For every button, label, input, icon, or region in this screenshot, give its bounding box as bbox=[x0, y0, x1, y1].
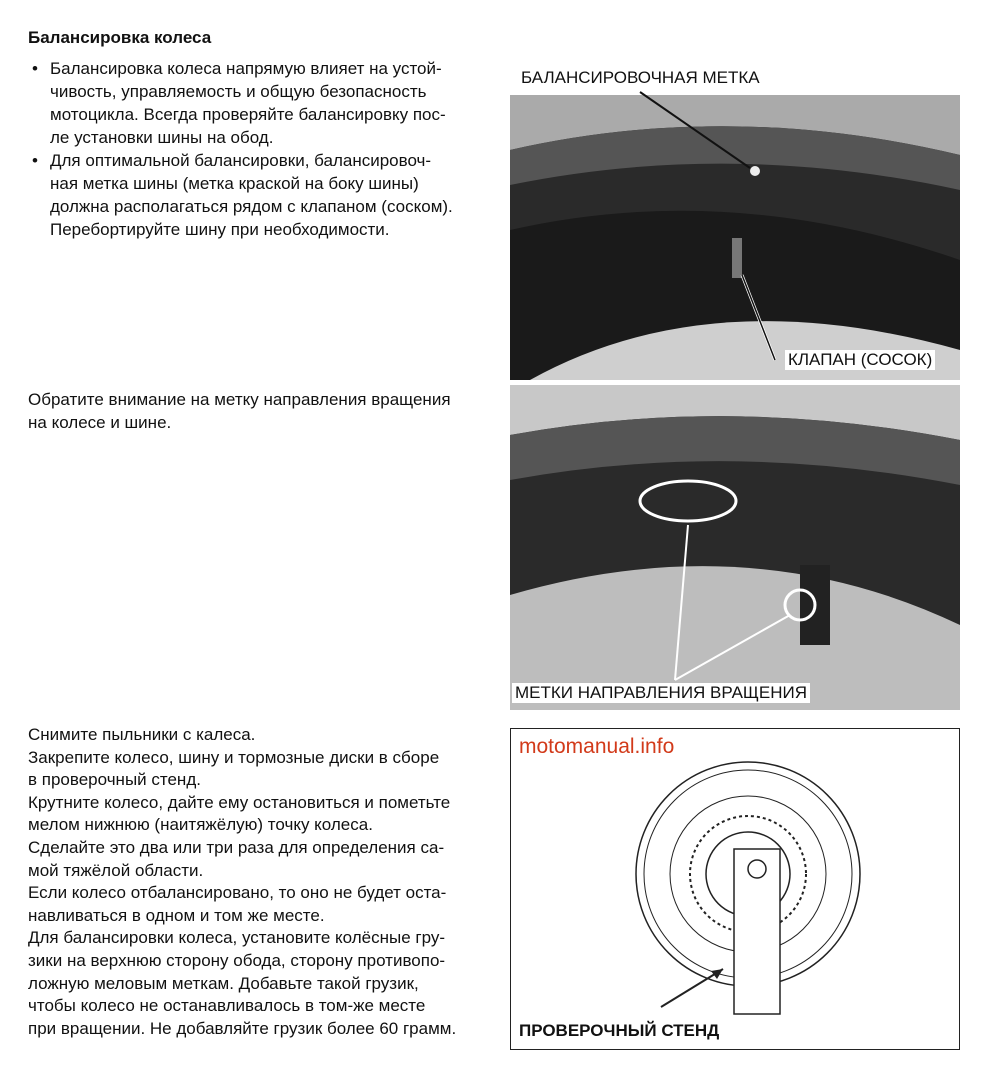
text-line: Если колесо отбалансировано, то оно не будет оста- bbox=[28, 883, 447, 903]
text-line: Балансировка колеса напрямую влияет на устой- bbox=[50, 59, 442, 78]
text-line: на колесе и шине. bbox=[28, 413, 172, 432]
text-line: ложную меловым меткам. Добавьте такой грузик, bbox=[28, 973, 419, 993]
valve-label: КЛАПАН (СОСОК) bbox=[785, 350, 935, 370]
text-line: при вращении. Не добавляйте грузик более 60 грамм. bbox=[28, 1018, 457, 1038]
balance-mark-photo bbox=[510, 60, 960, 380]
text-line: ле установки шины на обод. bbox=[50, 128, 274, 147]
stand-label: ПРОВЕРОЧНЫЙ СТЕНД bbox=[519, 1021, 720, 1040]
text-line: Закрепите колесо, шину и тормозные диски в сборе bbox=[28, 747, 440, 767]
text-line: в проверочный стенд. bbox=[28, 770, 201, 790]
text-line: мелом нижнюю (наитяжёлую) точку колеса. bbox=[28, 815, 373, 835]
text-line: Снимите пыльники с калеса. bbox=[28, 725, 256, 744]
text-line: зики на верхнюю сторону обода, сторону противопо- bbox=[28, 950, 446, 970]
text-line: Для балансировки колеса, установите колёсные гру- bbox=[28, 928, 445, 948]
text-line: чивость, управляемость и общую безопасность bbox=[50, 82, 427, 101]
text-line: чтобы колесо не останавливалось в том-же месте bbox=[28, 996, 426, 1016]
text-line: навливаться в одном и том же месте. bbox=[28, 905, 325, 925]
text-line: мотоцикла. Всегда проверяйте балансировку пос- bbox=[50, 105, 446, 124]
bullet-list bbox=[32, 57, 453, 241]
bullet-item bbox=[32, 57, 453, 149]
text-line: должна располагаться рядом с клапаном (соском). bbox=[50, 197, 453, 216]
balancer-stand-diagram bbox=[510, 728, 960, 1050]
text-line: Сделайте это два или три раза для определения са- bbox=[28, 837, 445, 857]
text-line: Для оптимальной балансировки, балансировоч- bbox=[50, 151, 432, 170]
rotation-marks-photo bbox=[510, 385, 960, 710]
text-line: Крутните колесо, дайте ему остановиться и пометьте bbox=[28, 792, 451, 812]
bullet-icon: • bbox=[32, 59, 38, 78]
balance-mark-label: БАЛАНСИРОВОЧНАЯ МЕТКА bbox=[518, 68, 763, 88]
tire-valve-illustration bbox=[510, 60, 960, 380]
text-line: мой тяжёлой области. bbox=[28, 860, 204, 880]
rotation-marks-label: МЕТКИ НАПРАВЛЕНИЯ ВРАЩЕНИЯ bbox=[512, 683, 810, 703]
watermark: motomanual.info bbox=[519, 735, 675, 758]
wheel-on-stand-drawing bbox=[511, 729, 959, 1049]
text-line: Обратите внимание на метку направления вращения bbox=[28, 390, 451, 409]
procedure-text bbox=[28, 724, 456, 1040]
section-title: Балансировка колеса bbox=[28, 28, 212, 47]
bullet-item bbox=[32, 149, 453, 241]
rotation-note bbox=[28, 388, 451, 434]
rotation-marks-illustration bbox=[510, 385, 960, 710]
text-line: ная метка шины (метка краской на боку шины) bbox=[50, 174, 419, 193]
bullet-icon: • bbox=[32, 151, 38, 170]
text-line: Перебортируйте шину при необходимости. bbox=[50, 220, 390, 239]
